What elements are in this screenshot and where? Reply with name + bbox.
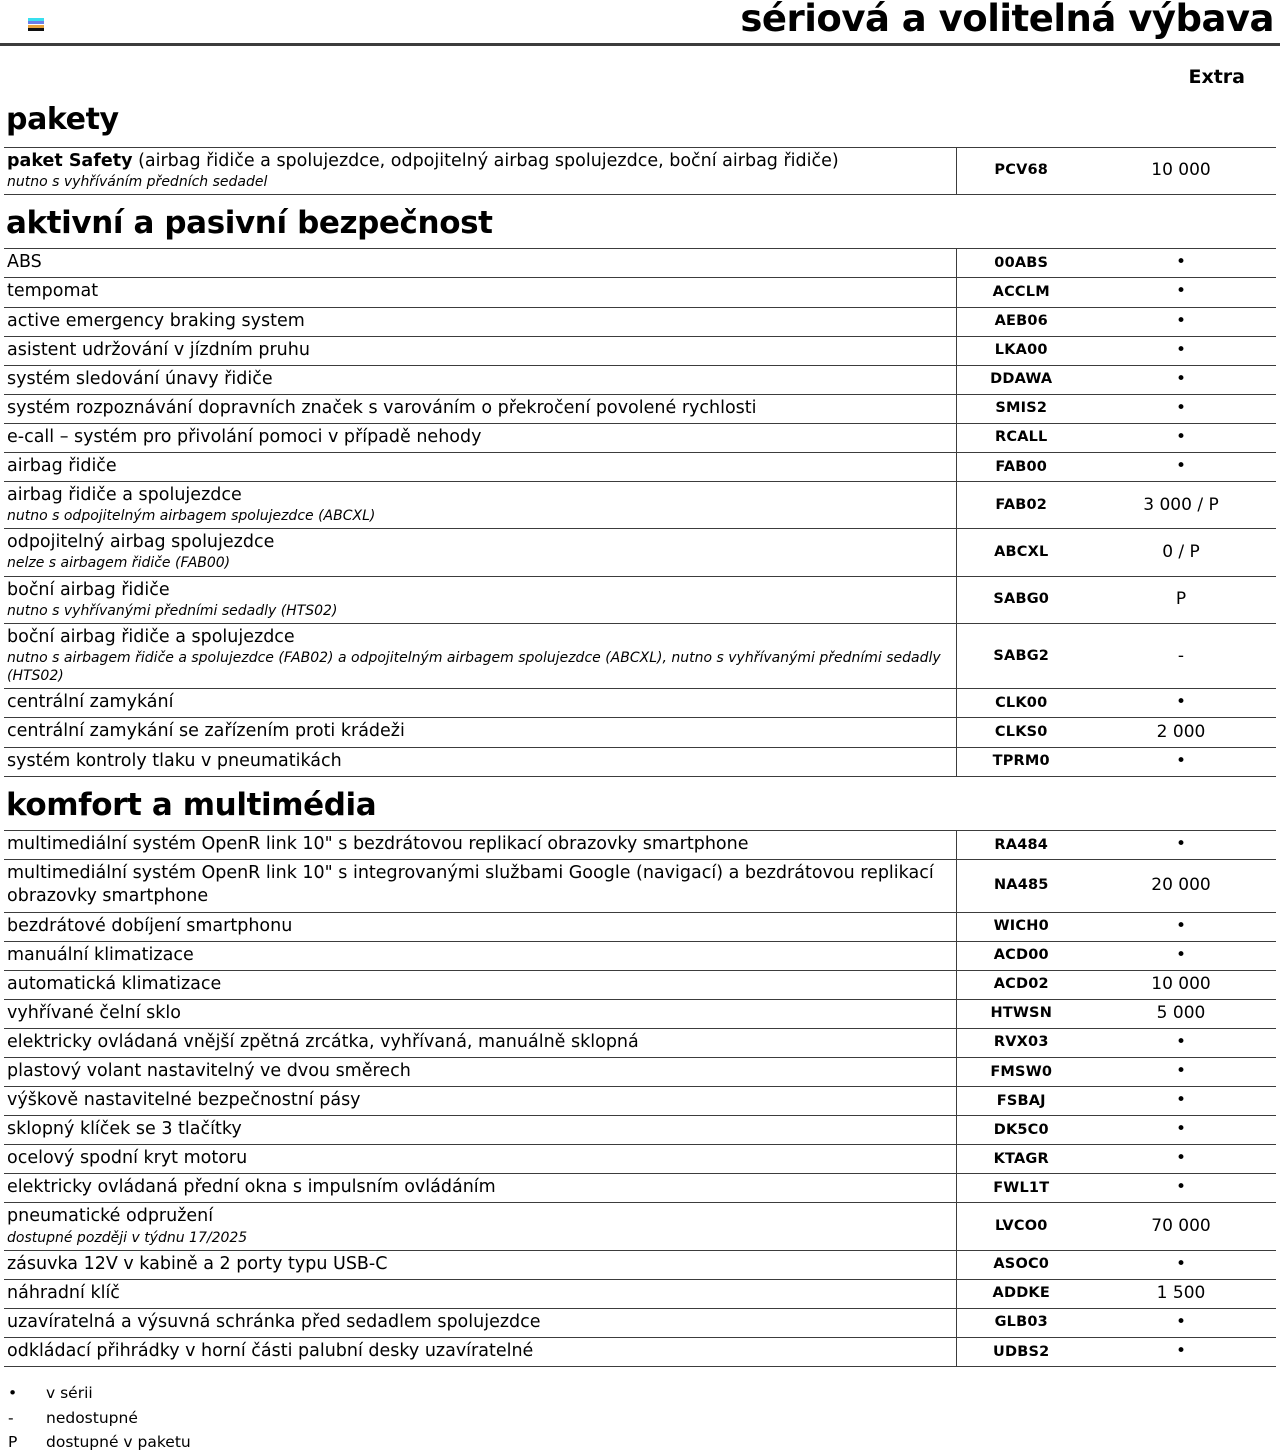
- feature-note: nutno s vyhříváním předních sedadel: [7, 173, 268, 190]
- feature-code: RCALL: [956, 423, 1086, 452]
- feature-value-extra: •: [1086, 912, 1276, 941]
- feature-code: RVX03: [956, 1028, 1086, 1057]
- feature-name-cell: [4, 1087, 956, 1116]
- table-row: [4, 747, 1276, 776]
- feature-name: centrální zamykání se zařízením proti krádeži: [7, 721, 405, 742]
- feature-name-cell: [4, 970, 956, 999]
- spec-table-bezpecnost: [4, 248, 1276, 776]
- feature-name-cell: [4, 147, 956, 194]
- feature-name: active emergency braking system: [7, 310, 305, 331]
- feature-code: CLK00: [956, 689, 1086, 718]
- feature-code: LVCO0: [956, 1203, 1086, 1250]
- feature-name: systém rozpoznávání dopravních značek s varováním o překročení povolené rychlosti: [7, 397, 757, 418]
- feature-name-cell: [4, 1028, 956, 1057]
- feature-code: 00ABS: [956, 249, 1086, 278]
- feature-name-cell: [4, 336, 956, 365]
- feature-code: CLKS0: [956, 718, 1086, 747]
- table-row: [4, 482, 1276, 529]
- feature-code: ASOC0: [956, 1250, 1086, 1279]
- feature-name-rest: (airbag řidiče a spolujezdce, odpojitelný airbag spolujezdce, boční airbag řidiče): [132, 150, 839, 171]
- feature-code: FWL1T: [956, 1174, 1086, 1203]
- legend-item: [8, 1381, 1276, 1405]
- document-header: [0, 0, 1280, 46]
- table-row: [4, 999, 1276, 1028]
- legend-symbol: •: [8, 1384, 18, 1403]
- feature-name: e-call – systém pro přivolání pomoci v případě nehody: [7, 426, 482, 447]
- legend-symbol: P: [8, 1433, 18, 1452]
- feature-name-cell: [4, 452, 956, 481]
- feature-value-extra: •: [1086, 423, 1276, 452]
- feature-value-extra: •: [1086, 278, 1276, 307]
- feature-name: boční airbag řidiče a spolujezdce: [7, 626, 295, 647]
- feature-name: uzavíratelná a výsuvná schránka před sedadlem spolujezdce: [7, 1311, 541, 1332]
- table-row: [4, 1087, 1276, 1116]
- feature-name-cell: [4, 1338, 956, 1367]
- feature-name: tempomat: [7, 281, 99, 302]
- table-row: [4, 576, 1276, 623]
- feature-value-extra: •: [1086, 1057, 1276, 1086]
- feature-name: elektricky ovládaná přední okna s impulsním ovládáním: [7, 1177, 496, 1198]
- feature-name: asistent udržování v jízdním pruhu: [7, 339, 310, 360]
- feature-name: systém sledování únavy řidiče: [7, 368, 273, 389]
- feature-name-cell: [4, 1203, 956, 1250]
- feature-name-cell: [4, 307, 956, 336]
- feature-value-extra: 2 000: [1086, 718, 1276, 747]
- feature-value-extra: 1 500: [1086, 1279, 1276, 1308]
- feature-name-bold: paket Safety: [7, 150, 133, 171]
- feature-name-cell: [4, 1308, 956, 1337]
- feature-code: RA484: [956, 831, 1086, 860]
- feature-name: sklopný klíček se 3 tlačítky: [7, 1119, 242, 1140]
- table-row: [4, 249, 1276, 278]
- table-row: [4, 452, 1276, 481]
- feature-name: výškově nastavitelné bezpečnostní pásy: [7, 1090, 361, 1111]
- legend-text: dostupné v paketu: [46, 1433, 191, 1452]
- spec-sheet: [0, 46, 1280, 1455]
- feature-value-extra: 70 000: [1086, 1203, 1276, 1250]
- feature-name: manuální klimatizace: [7, 944, 194, 965]
- feature-name-cell: [4, 718, 956, 747]
- table-row: [4, 623, 1276, 688]
- feature-value-extra: 10 000: [1086, 970, 1276, 999]
- feature-code: HTWSN: [956, 999, 1086, 1028]
- feature-code: TPRM0: [956, 747, 1086, 776]
- table-row: [4, 860, 1276, 912]
- feature-value-extra: •: [1086, 747, 1276, 776]
- legend-text: nedostupné: [46, 1408, 138, 1427]
- feature-name-cell: [4, 365, 956, 394]
- feature-name-cell: [4, 1145, 956, 1174]
- feature-name-cell: [4, 999, 956, 1028]
- feature-value-extra: 0 / P: [1086, 529, 1276, 576]
- feature-note: nutno s vyhřívanými předními sedadly (HTS02): [7, 602, 338, 619]
- feature-value-extra: •: [1086, 1250, 1276, 1279]
- legend-symbol: -: [8, 1408, 14, 1427]
- feature-value-extra: -: [1086, 623, 1276, 688]
- feature-code: FSBAJ: [956, 1087, 1086, 1116]
- feature-code: DDAWA: [956, 365, 1086, 394]
- feature-code: SABG0: [956, 576, 1086, 623]
- feature-code: DK5C0: [956, 1116, 1086, 1145]
- renault-stripes-icon: [28, 18, 44, 31]
- feature-name-cell: [4, 249, 956, 278]
- feature-name-cell: [4, 576, 956, 623]
- section-title-komfort: komfort a multimédia: [6, 786, 377, 823]
- feature-name: boční airbag řidiče: [7, 579, 170, 600]
- table-row: [4, 912, 1276, 941]
- section-title-pakety: pakety: [6, 102, 119, 137]
- feature-code: LKA00: [956, 336, 1086, 365]
- feature-name-cell: [4, 689, 956, 718]
- feature-name-cell: [4, 394, 956, 423]
- feature-code: NA485: [956, 860, 1086, 912]
- feature-name-cell: [4, 831, 956, 860]
- feature-code: KTAGR: [956, 1145, 1086, 1174]
- feature-name-cell: [4, 529, 956, 576]
- spec-table-komfort: [4, 830, 1276, 1367]
- table-row: [4, 941, 1276, 970]
- feature-name-cell: [4, 860, 956, 912]
- table-row: [4, 689, 1276, 718]
- table-row: [4, 1057, 1276, 1086]
- feature-name: elektricky ovládaná vnější zpětná zrcátka, vyhřívaná, manuálně sklopná: [7, 1031, 639, 1052]
- feature-code: ACCLM: [956, 278, 1086, 307]
- table-row: [4, 147, 1276, 194]
- feature-value-extra: •: [1086, 1308, 1276, 1337]
- column-header-row: [4, 46, 1276, 104]
- feature-name: multimediální systém OpenR link 10" s integrovanými službami Google (navigací) a bezdrátovou replikací obrazovky smartphone: [7, 863, 934, 907]
- feature-name: centrální zamykání: [7, 692, 174, 713]
- feature-value-extra: •: [1086, 1174, 1276, 1203]
- feature-name-cell: [4, 623, 956, 688]
- feature-value-extra: •: [1086, 336, 1276, 365]
- feature-value-extra: •: [1086, 1087, 1276, 1116]
- table-row: [4, 365, 1276, 394]
- section-title-bezpecnost: aktivní a pasivní bezpečnost: [6, 204, 493, 241]
- feature-code: SABG2: [956, 623, 1086, 688]
- table-row: [4, 1338, 1276, 1367]
- feature-value-extra: •: [1086, 394, 1276, 423]
- table-row: [4, 1174, 1276, 1203]
- feature-code: SMIS2: [956, 394, 1086, 423]
- feature-note: dostupné později v týdnu 17/2025: [7, 1229, 248, 1246]
- feature-value-extra: •: [1086, 249, 1276, 278]
- feature-name: airbag řidiče: [7, 455, 117, 476]
- feature-name: pneumatické odpružení: [7, 1206, 214, 1227]
- feature-value-extra: P: [1086, 576, 1276, 623]
- feature-name: odpojitelný airbag spolujezdce: [7, 532, 275, 553]
- feature-note: nutno s odpojitelným airbagem spolujezdce (ABCXL): [7, 508, 376, 525]
- feature-code: UDBS2: [956, 1338, 1086, 1367]
- legend: [4, 1381, 1276, 1454]
- feature-code: WICH0: [956, 912, 1086, 941]
- sections-container: [4, 104, 1276, 1367]
- feature-value-extra: •: [1086, 831, 1276, 860]
- feature-name-cell: [4, 941, 956, 970]
- feature-name: bezdrátové dobíjení smartphonu: [7, 915, 293, 936]
- feature-code: FMSW0: [956, 1057, 1086, 1086]
- feature-name: vyhřívané čelní sklo: [7, 1002, 181, 1023]
- legend-text: v sérii: [46, 1384, 93, 1403]
- feature-value-extra: •: [1086, 1338, 1276, 1367]
- table-row: [4, 718, 1276, 747]
- feature-name-cell: [4, 423, 956, 452]
- feature-code: FAB02: [956, 482, 1086, 529]
- table-row: [4, 1279, 1276, 1308]
- feature-value-extra: 5 000: [1086, 999, 1276, 1028]
- feature-name-cell: [4, 1279, 956, 1308]
- feature-code: ACD02: [956, 970, 1086, 999]
- legend-item: [8, 1430, 1276, 1454]
- feature-code: GLB03: [956, 1308, 1086, 1337]
- feature-value-extra: •: [1086, 941, 1276, 970]
- feature-name: ocelový spodní kryt motoru: [7, 1148, 248, 1169]
- feature-name-cell: [4, 1250, 956, 1279]
- table-row: [4, 1203, 1276, 1250]
- feature-name: systém kontroly tlaku v pneumatikách: [7, 750, 342, 771]
- table-row: [4, 423, 1276, 452]
- column-header-extra: Extra: [1188, 66, 1245, 88]
- table-row: [4, 1308, 1276, 1337]
- feature-code: PCV68: [956, 147, 1086, 194]
- feature-value-extra: •: [1086, 1028, 1276, 1057]
- feature-name-cell: [4, 912, 956, 941]
- feature-value-extra: •: [1086, 689, 1276, 718]
- feature-value-extra: 20 000: [1086, 860, 1276, 912]
- table-row: [4, 307, 1276, 336]
- feature-name: automatická klimatizace: [7, 973, 222, 994]
- feature-name: náhradní klíč: [7, 1282, 120, 1303]
- feature-name: ABS: [7, 252, 42, 273]
- feature-code: ADDKE: [956, 1279, 1086, 1308]
- spec-table-pakety: [4, 147, 1276, 195]
- table-row: [4, 394, 1276, 423]
- feature-name-cell: [4, 278, 956, 307]
- feature-name-cell: [4, 1174, 956, 1203]
- table-row: [4, 1028, 1276, 1057]
- table-row: [4, 278, 1276, 307]
- feature-value-extra: •: [1086, 365, 1276, 394]
- feature-code: AEB06: [956, 307, 1086, 336]
- feature-value-extra: 10 000: [1086, 147, 1276, 194]
- table-row: [4, 336, 1276, 365]
- table-row: [4, 529, 1276, 576]
- feature-code: FAB00: [956, 452, 1086, 481]
- table-row: [4, 1250, 1276, 1279]
- feature-name: multimediální systém OpenR link 10" s bezdrátovou replikací obrazovky smartphone: [7, 834, 749, 855]
- page-title: sériová a volitelná výbava: [740, 0, 1274, 40]
- legend-item: [8, 1406, 1276, 1430]
- feature-code: ABCXL: [956, 529, 1086, 576]
- feature-note: nutno s airbagem řidiče a spolujezdce (FAB02) a odpojitelným airbagem spolujezdce (ABCXL), nutno s vyhřívanými předními sedadly (HTS02): [7, 650, 941, 685]
- feature-name-cell: [4, 1057, 956, 1086]
- feature-name: zásuvka 12V v kabině a 2 porty typu USB-C: [7, 1253, 388, 1274]
- feature-name: airbag řidiče a spolujezdce: [7, 485, 242, 506]
- feature-name: odkládací přihrádky v horní části palubní desky uzavíratelné: [7, 1341, 534, 1361]
- feature-code: ACD00: [956, 941, 1086, 970]
- feature-name-cell: [4, 1116, 956, 1145]
- table-row: [4, 970, 1276, 999]
- table-row: [4, 1145, 1276, 1174]
- table-row: [4, 831, 1276, 860]
- feature-name: plastový volant nastavitelný ve dvou směrech: [7, 1060, 411, 1081]
- feature-value-extra: •: [1086, 452, 1276, 481]
- feature-value-extra: •: [1086, 1116, 1276, 1145]
- feature-name-cell: [4, 747, 956, 776]
- feature-value-extra: 3 000 / P: [1086, 482, 1276, 529]
- feature-name: [7, 150, 948, 173]
- table-row: [4, 1116, 1276, 1145]
- feature-value-extra: •: [1086, 1145, 1276, 1174]
- feature-name-cell: [4, 482, 956, 529]
- feature-value-extra: •: [1086, 307, 1276, 336]
- feature-note: nelze s airbagem řidiče (FAB00): [7, 555, 231, 572]
